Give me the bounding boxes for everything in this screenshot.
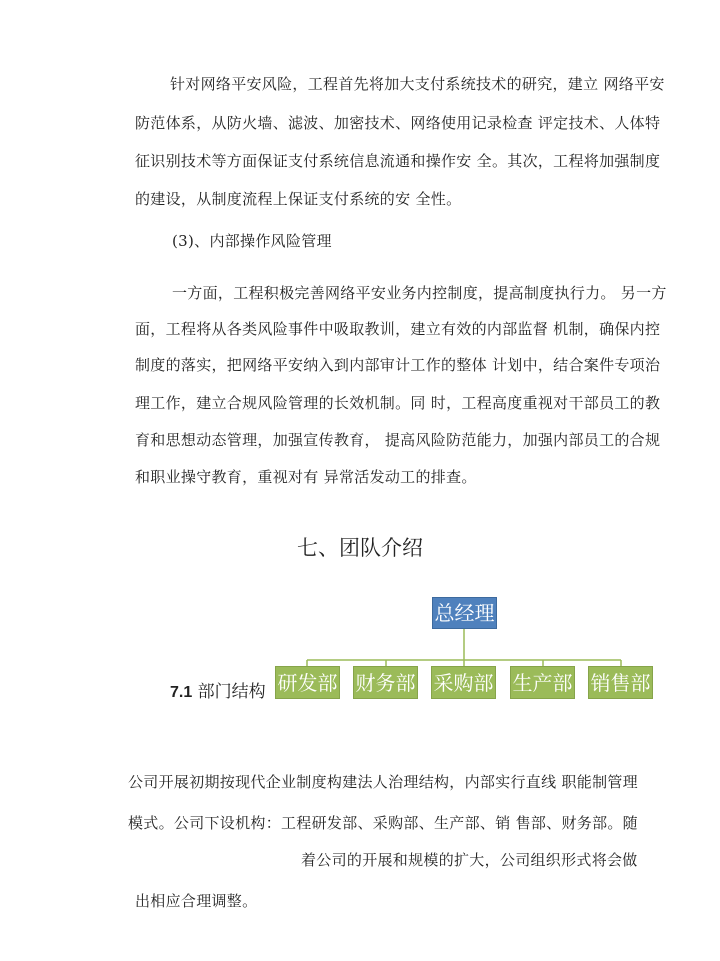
paragraph-line: 制度的落实，把网络平安纳入到内部审计工作的整体 计划中，结合案件专项治	[135, 356, 661, 374]
paragraph-line: 一方面，工程积极完善网络平安业务内控制度，提高制度执行力。 另一方	[172, 284, 667, 302]
paragraph-line: 公司开展初期按现代企业制度构建法人治理结构，内部实行直线 职能制管理	[128, 773, 638, 791]
subsection-heading	[170, 684, 266, 701]
paragraph-line: 模式。公司下设机构：工程研发部、采购部、生产部、销 售部、财务部。随	[128, 814, 638, 832]
org-node-department: 销售部	[588, 666, 653, 699]
paragraph-line: 理工作，建立合规风险管理的长效机制。同 时，工程高度重视对干部员工的教	[135, 394, 661, 412]
paragraph-line: 和职业操守教育，重视对有 异常活发动工的排查。	[135, 468, 477, 486]
org-node-department: 财务部	[353, 666, 418, 699]
paragraph-line: 面，工程将从各类风险事件中吸取教训，建立有效的内部监督 机制，确保内控	[135, 320, 661, 338]
paragraph-line: 的建设，从制度流程上保证支付系统的安 全性。	[135, 190, 462, 208]
org-node-department: 生产部	[510, 666, 575, 699]
org-node-department: 采购部	[431, 666, 496, 699]
paragraph-line: 防范体系，从防火墙、滤波、加密技术、网络使用记录检查 评定技术、人体特	[135, 114, 661, 132]
sub-heading: (3)、内部操作风险管理	[172, 232, 332, 250]
subsection-title: 部门结构	[197, 682, 266, 702]
paragraph-line: 出相应合理调整。	[135, 892, 258, 910]
paragraph-line: 育和思想动态管理，加强宣传教育， 提高风险防范能力，加强内部员工的合规	[135, 431, 661, 449]
paragraph-line: 着公司的开展和规模的扩大，公司组织形式将会做	[301, 851, 638, 869]
org-node-department: 研发部	[275, 666, 340, 699]
section-title: 七、团队介绍	[297, 536, 423, 560]
subsection-number: 7.1	[170, 684, 193, 701]
paragraph-line: 针对网络平安风险，工程首先将加大支付系统技术的研究，建立 网络平安	[170, 75, 665, 93]
org-node-general-manager: 总经理	[432, 597, 497, 629]
paragraph-line: 征识别技术等方面保证支付系统信息流通和操作安 全。其次，工程将加强制度	[135, 152, 661, 170]
